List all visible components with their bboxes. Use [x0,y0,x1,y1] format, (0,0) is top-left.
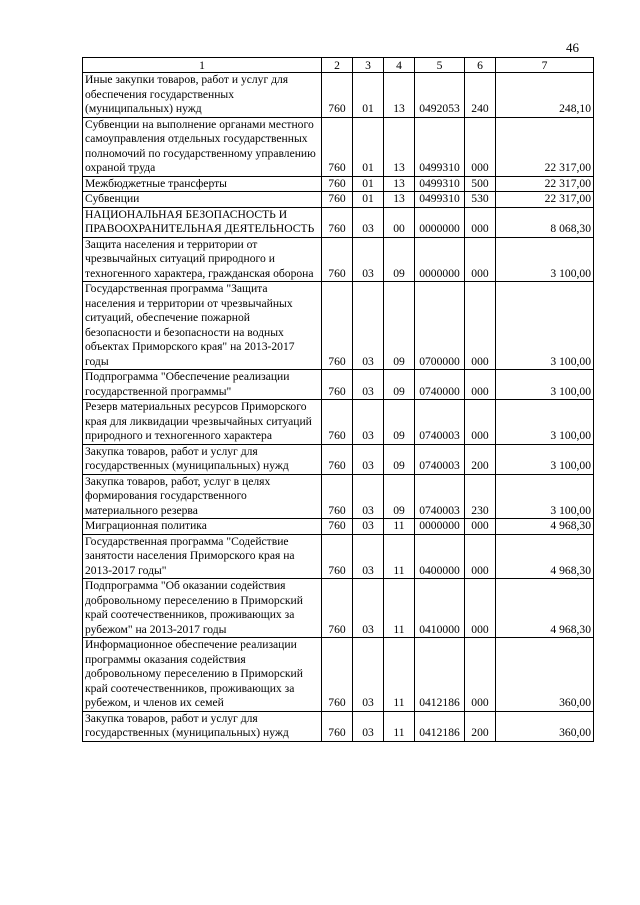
cell-code-6: 000 [465,282,496,370]
table-row [83,282,594,370]
cell-code-4: 13 [384,117,415,176]
table-row [83,638,594,712]
cell-sum: 22 317,00 [496,192,594,208]
row-name: Резерв материальных ресурсов Приморского края для ликвидации чрезвычайных ситуаций природного и техногенного характера [83,400,322,445]
cell-code-3: 03 [353,237,384,282]
cell-code-3: 01 [353,176,384,192]
cell-code-5: 0700000 [415,282,465,370]
cell-code-2: 760 [322,237,353,282]
cell-code-2: 760 [322,519,353,535]
table-row [83,579,594,638]
column-header: 3 [353,58,384,73]
cell-code-3: 03 [353,400,384,445]
table-row [83,207,594,237]
cell-code-2: 760 [322,282,353,370]
cell-code-6: 000 [465,638,496,712]
cell-code-6: 000 [465,519,496,535]
cell-code-3: 03 [353,534,384,579]
cell-code-2: 760 [322,117,353,176]
cell-code-4: 13 [384,73,415,118]
table-body [83,73,594,742]
cell-code-6: 000 [465,534,496,579]
cell-code-2: 760 [322,370,353,400]
column-header: 4 [384,58,415,73]
row-name: Государственная программа "Защита населения и территории от чрезвычайных ситуаций, обеспечение пожарной безопасности и безопасности на водных объектах Приморского края" на 2013-2017 годы [83,282,322,370]
table-row [83,192,594,208]
cell-code-4: 09 [384,237,415,282]
cell-code-6: 200 [465,444,496,474]
cell-code-6: 000 [465,579,496,638]
row-name: Межбюджетные трансферты [83,176,322,192]
column-header: 1 [83,58,322,73]
row-name: НАЦИОНАЛЬНАЯ БЕЗОПАСНОСТЬ И ПРАВООХРАНИТЕЛЬНАЯ ДЕЯТЕЛЬНОСТЬ [83,207,322,237]
cell-code-4: 09 [384,474,415,519]
cell-code-5: 0499310 [415,117,465,176]
table-row [83,534,594,579]
cell-code-4: 13 [384,176,415,192]
cell-code-6: 000 [465,117,496,176]
cell-code-3: 03 [353,579,384,638]
cell-code-5: 0412186 [415,711,465,741]
cell-sum: 3 100,00 [496,237,594,282]
budget-table [82,57,594,742]
cell-code-6: 000 [465,400,496,445]
cell-code-5: 0000000 [415,207,465,237]
cell-code-5: 0499310 [415,176,465,192]
cell-code-5: 0412186 [415,638,465,712]
cell-code-3: 01 [353,192,384,208]
cell-code-5: 0410000 [415,579,465,638]
cell-code-4: 11 [384,534,415,579]
cell-code-4: 09 [384,370,415,400]
cell-sum: 4 968,30 [496,579,594,638]
row-name: Подпрограмма "Об оказании содействия добровольному переселению в Приморский край соотечественников, проживающих за рубежом" на 2013-2017 годы [83,579,322,638]
cell-sum: 3 100,00 [496,282,594,370]
cell-code-3: 03 [353,711,384,741]
row-name: Субвенции [83,192,322,208]
column-header: 6 [465,58,496,73]
cell-sum: 248,10 [496,73,594,118]
table-row [83,176,594,192]
cell-sum: 4 968,30 [496,519,594,535]
table-row [83,444,594,474]
header-row [83,58,594,73]
cell-code-3: 03 [353,444,384,474]
cell-code-5: 0740003 [415,400,465,445]
table-row [83,400,594,445]
cell-sum: 3 100,00 [496,400,594,445]
cell-sum: 22 317,00 [496,117,594,176]
row-name: Закупка товаров, работ и услуг для государственных (муниципальных) нужд [83,711,322,741]
cell-sum: 3 100,00 [496,444,594,474]
cell-code-5: 0740000 [415,370,465,400]
cell-sum: 4 968,30 [496,534,594,579]
cell-code-3: 03 [353,474,384,519]
cell-code-2: 760 [322,192,353,208]
cell-code-2: 760 [322,400,353,445]
table-row [83,117,594,176]
cell-code-4: 09 [384,444,415,474]
cell-code-4: 00 [384,207,415,237]
cell-code-6: 000 [465,237,496,282]
cell-code-5: 0499310 [415,192,465,208]
cell-sum: 360,00 [496,711,594,741]
row-name: Информационное обеспечение реализации программы оказания содействия добровольному переселению в Приморский край соотечественников, проживающих за рубежом, и членов их семей [83,638,322,712]
cell-code-5: 0000000 [415,237,465,282]
cell-code-5: 0400000 [415,534,465,579]
cell-code-6: 240 [465,73,496,118]
cell-code-2: 760 [322,207,353,237]
cell-code-4: 11 [384,711,415,741]
cell-code-6: 530 [465,192,496,208]
cell-code-5: 0740003 [415,474,465,519]
cell-code-3: 03 [353,282,384,370]
table-row [83,474,594,519]
column-header: 5 [415,58,465,73]
cell-sum: 3 100,00 [496,370,594,400]
table-row [83,73,594,118]
cell-code-4: 11 [384,579,415,638]
cell-code-4: 11 [384,638,415,712]
cell-code-4: 13 [384,192,415,208]
cell-sum: 360,00 [496,638,594,712]
cell-code-2: 760 [322,444,353,474]
row-name: Иные закупки товаров, работ и услуг для обеспечения государственных (муниципальных) нужд [83,73,322,118]
cell-code-3: 03 [353,370,384,400]
cell-code-2: 760 [322,579,353,638]
cell-code-6: 000 [465,207,496,237]
cell-code-4: 09 [384,400,415,445]
cell-code-2: 760 [322,711,353,741]
cell-code-6: 500 [465,176,496,192]
cell-code-2: 760 [322,474,353,519]
cell-code-2: 760 [322,73,353,118]
table-row [83,370,594,400]
row-name: Подпрограмма "Обеспечение реализации государственной программы" [83,370,322,400]
cell-sum: 22 317,00 [496,176,594,192]
cell-code-3: 03 [353,638,384,712]
table-row [83,237,594,282]
cell-code-6: 000 [465,370,496,400]
cell-code-3: 03 [353,207,384,237]
cell-code-5: 0492053 [415,73,465,118]
row-name: Субвенции на выполнение органами местного самоуправления отдельных государственных полномочий по государственному управлению охраной труда [83,117,322,176]
cell-code-2: 760 [322,534,353,579]
cell-code-2: 760 [322,176,353,192]
row-name: Закупка товаров, работ, услуг в целях формирования государственного материального резерва [83,474,322,519]
row-name: Защита населения и территории от чрезвычайных ситуаций природного и техногенного характера, гражданская оборона [83,237,322,282]
cell-code-2: 760 [322,638,353,712]
cell-code-3: 01 [353,73,384,118]
cell-sum: 3 100,00 [496,474,594,519]
row-name: Закупка товаров, работ и услуг для государственных (муниципальных) нужд [83,444,322,474]
cell-code-6: 200 [465,711,496,741]
cell-code-6: 230 [465,474,496,519]
cell-code-3: 01 [353,117,384,176]
cell-code-5: 0740003 [415,444,465,474]
cell-code-5: 0000000 [415,519,465,535]
cell-sum: 8 068,30 [496,207,594,237]
cell-code-4: 09 [384,282,415,370]
table-row [83,519,594,535]
column-header: 7 [496,58,594,73]
row-name: Государственная программа "Содействие занятости населения Приморского края на 2013-2017 годы" [83,534,322,579]
table-row [83,711,594,741]
row-name: Миграционная политика [83,519,322,535]
column-header: 2 [322,58,353,73]
cell-code-3: 03 [353,519,384,535]
page-number: 46 [566,40,579,55]
cell-code-4: 11 [384,519,415,535]
